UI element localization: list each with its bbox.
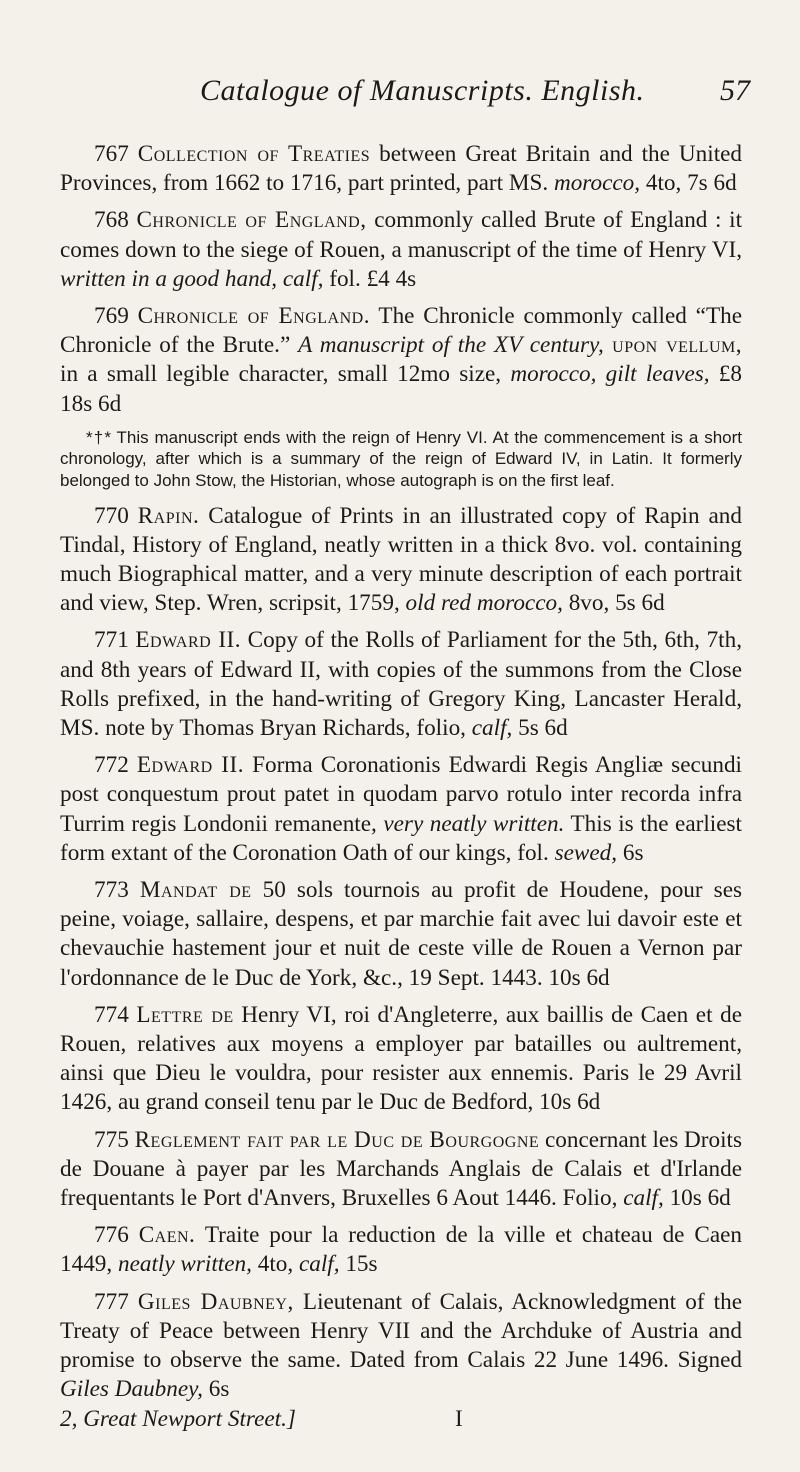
catalogue-entry: 773 Mandat de 50 sols tournois au profit de Houdene, pour ses peine, voiage, sallaire, despens, et par marchie fait avec lui davoir este et chevauchie hastement jour et nuit de ceste ville de Rouen a Vernon par l'ordonnance de le Duc de York, &c., 19 Sept. 1443. 10s 6d <box>60 877 743 991</box>
signature-mark: I <box>455 1405 463 1432</box>
running-title: Catalogue of Manuscripts. English. <box>200 74 645 107</box>
footnote: *†* This manuscript ends with the reign of Henry VI. At the commencement is a short chronology, after which is a summary of the reign of Edward IV, in Latin. It formerly belonged to John Stow, the Historian, whose autograph is on the first leaf. <box>60 427 742 491</box>
page-number: 57 <box>720 74 750 107</box>
catalogue-body <box>60 140 742 1435</box>
catalogue-entry: 770 Rapin. Catalogue of Prints in an illustrated copy of Rapin and Tindal, History of England, neatly written in a thick 8vo. vol. containing much Biographical matter, and a very minute description of each portrait and view, Step. Wren, scripsit, 1759, old red morocco, 8vo, 5s 6d <box>60 502 742 617</box>
running-header <box>0 74 800 114</box>
catalogue-entry: 776 Caen. Traite pour la reduction de la ville et chateau de Caen 1449, neatly written, 4to, calf, 15s <box>60 1222 743 1278</box>
catalogue-entry: 772 Edward II. Forma Coronationis Edwardi Regis Angliæ secundi post conquestum prout patet in quodam parvo rotulo inter recorda infra Turrim regis Londonii remanente, very neatly written. This is the earliest form extant of the Coronation Oath of our kings, fol. sewed, 6s <box>60 752 743 866</box>
catalogue-entry: 774 Lettre de Henry VI, roi d'Angleterre, aux baillis de Caen et de Rouen, relatives aux moyens a employer par batailles ou aultrement, ainsi que Dieu le vouldra, pour resister aux ennemis. Paris le 29 Avril 1426, au grand conseil tenu par le Duc de Bedford, 10s 6d <box>60 1001 743 1116</box>
publisher-address: 2, Great Newport Street.] <box>60 1405 296 1432</box>
catalogue-entry: 771 Edward II. Copy of the Rolls of Parliament for the 5th, 6th, 7th, and 8th years of Edward II, with copies of the summons from the Close Rolls prefixed, in the hand-writing of Gregory King, Lancaster Herald, MS. note by Thomas Bryan Richards, folio, calf, 5s 6d <box>60 627 742 742</box>
catalogue-entry: 775 Reglement fait par le Duc de Bourgogne concernant les Droits de Douane à payer par les Marchands Anglais de Calais et d'Irlande frequentants le Port d'Anvers, Bruxelles 6 Aout 1446. Folio, calf, 10s 6d <box>60 1126 743 1212</box>
catalogue-entry: 768 Chronicle of England, commonly called Brute of England : it comes down to the siege of Rouen, a manuscript of the time of Henry VI, written in a good hand, calf, fol. £4 4s <box>60 207 743 292</box>
catalogue-entry: 767 Collection of Treaties between Great Britain and the United Provinces, from 1662 to 1716, part printed, part MS. morocco, 4to, 7s 6d <box>60 141 743 197</box>
catalogue-entry: 777 Giles Daubney, Lieutenant of Calais, Acknowledgment of the Treaty of Peace between Henry VII and the Archduke of Austria and promise to observe the same. Dated from Calais 22 June 1496. Signed Giles Daubney, 6s <box>60 1288 742 1403</box>
page-footer <box>60 1405 742 1435</box>
catalogue-entry: 769 Chronicle of England. The Chronicle commonly called “The Chronicle of the Brute.” A manuscript of the XV century, upon vellum, in a small legible character, small 12mo size, morocco, gilt leaves, £8 18s 6d <box>60 303 743 417</box>
